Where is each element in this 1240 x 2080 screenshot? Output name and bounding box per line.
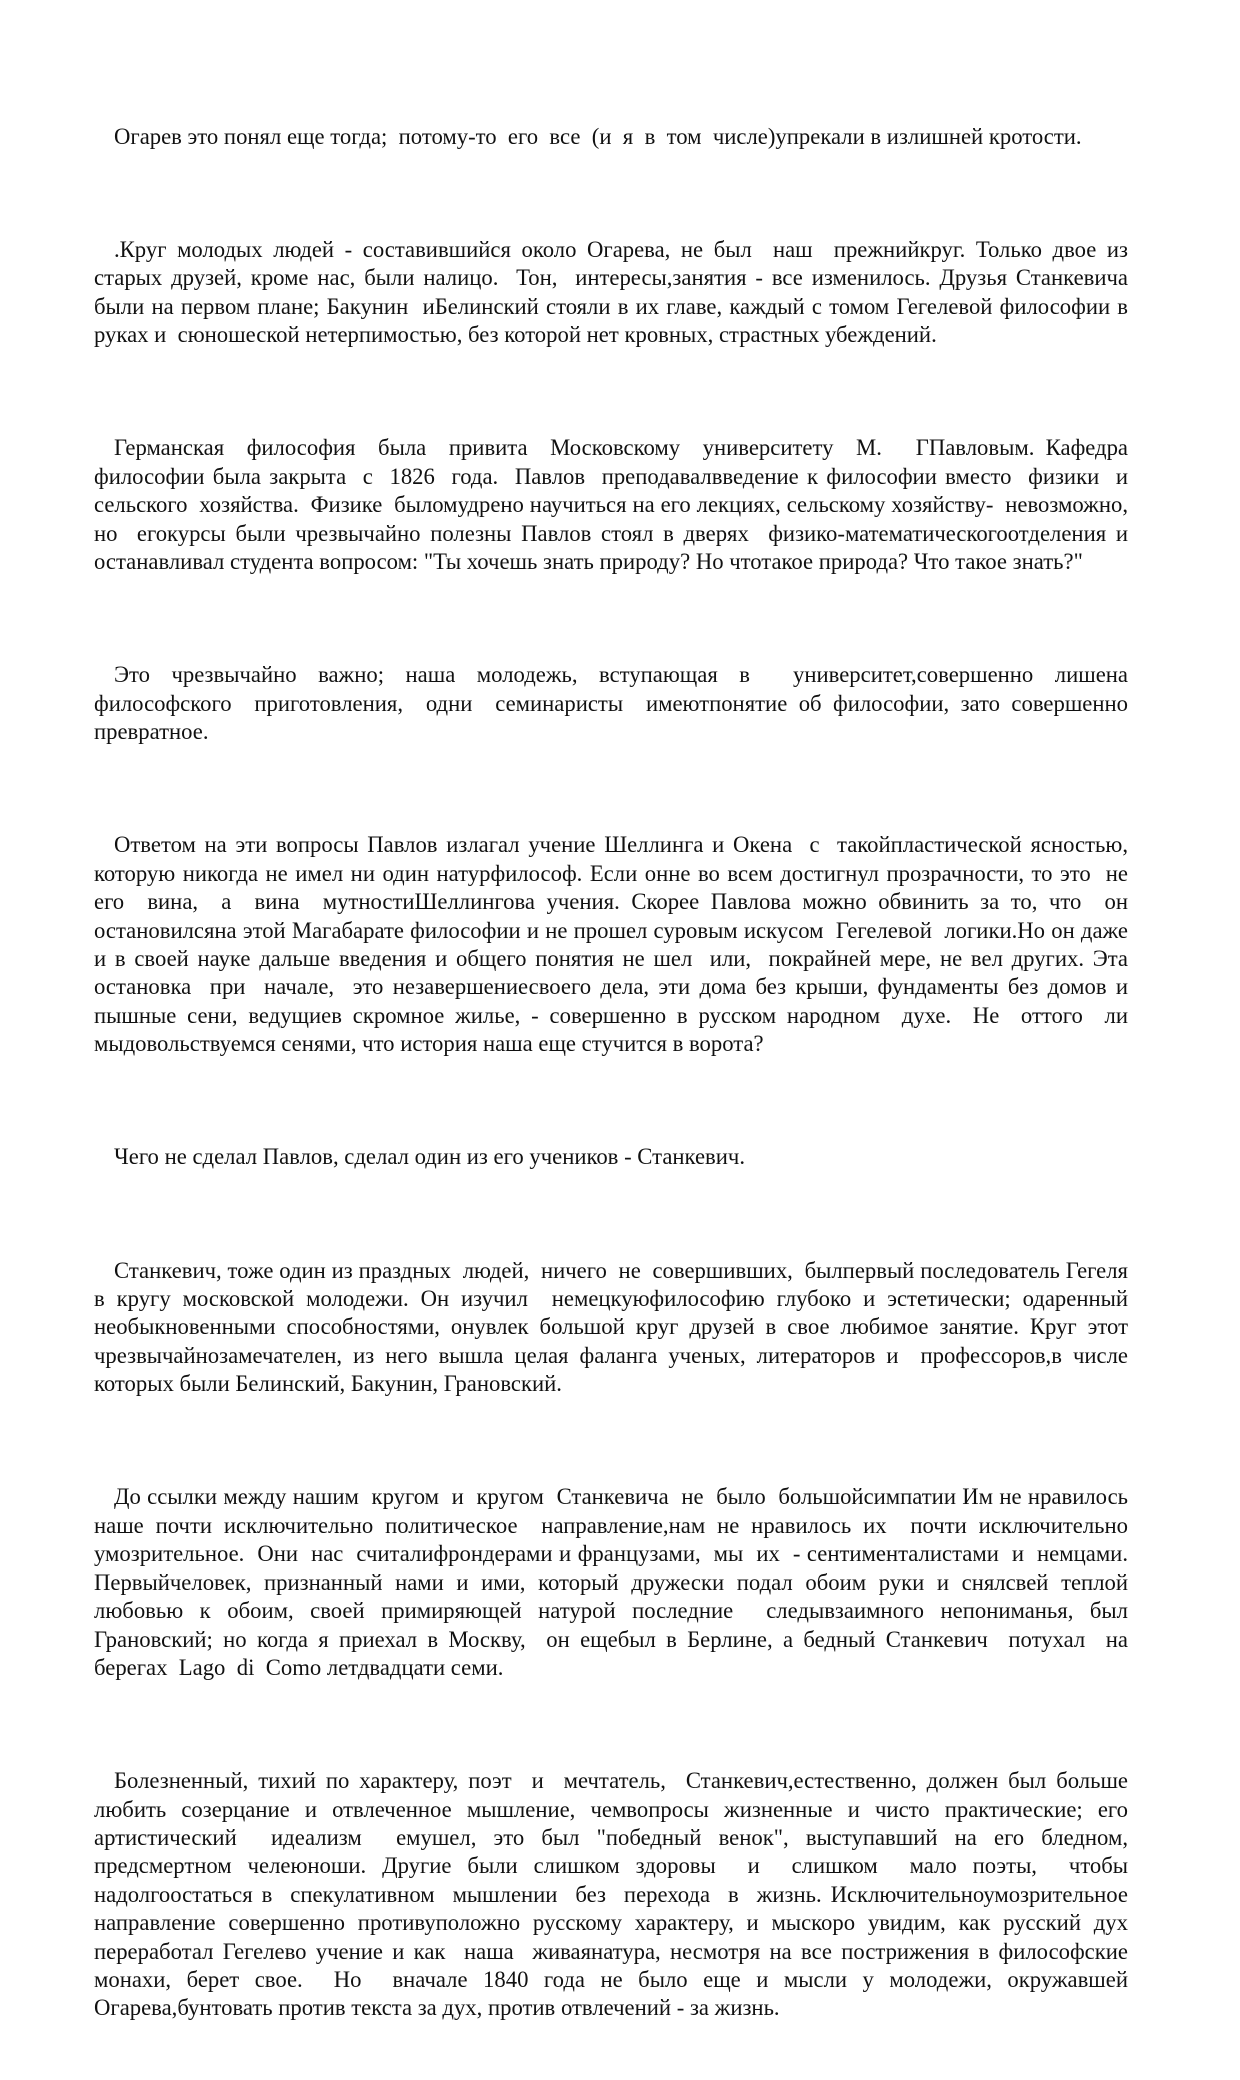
paragraph-3: Германская философия была привита Московскому университету М. ГПавловым. Кафедра философии была закрыта с 1826 года. Павлов преподавалвведение к философии вместо физики и сельского хозяйства. Физике быломудрено научиться на его лекциях, сельскому хозяйству- невозможно, но егокурсы были чрезвычайно полезны Павлов стоял в дверях физико-математическогоотделения и останавливал студента вопросом: "Ты хочешь знать природу? Но чтотакое природа? Что такое знать?" — [94, 435, 1140, 575]
paragraph-5: Ответом на эти вопросы Павлов излагал учение Шеллинга и Окена с такойпластической ясностью, которую никогда не имел ни один натурфилософ. Если онне во всем достигнул прозрачности, то это не его вина, а вина мутностиШеллингова учения. Скорее Павлова можно обвинить за то, что он остановилсяна этой Магабарате философии и не прошел суровым искусом Гегелевой логики.Но он даже и в своей науке дальше введения и общего понятия не шел или, покрайней мере, не вел других. Эта остановка при начале, это незавершениесвоего дела, эти дома без крыши, фундаменты без домов и пышные сени, ведущиев скромное жилье, - совершенно в русском народном духе. Не оттого ли мыдовольствуемся сенями, что история наша еще стучится в ворота? — [94, 832, 1140, 1057]
paragraph-6: Чего не сделал Павлов, сделал один из его учеников - Станкевич. — [114, 1144, 745, 1170]
paragraph-1: Огарев это понял еще тогда; потому-то его все (и я в том числе)упрекали в излишней кротости. — [114, 123, 1082, 149]
paragraph-4: Это чрезвычайно важно; наша молодежь, вступающая в университет,совершенно лишена философского приготовления, одни семинаристы имеютпонятие об философии, зато совершенно превратное. — [94, 662, 1134, 745]
paragraph-8: До ссылки между нашим кругом и кругом Станкевича не было большойсимпатии Им не нравилось наше почти исключительно политическое направление,нам не нравилось их почти исключительно умозрительное. Они нас считалифрондерами и французами, мы их - сентименталистами и немцами. Первыйчеловек, признанный нами и ими, который дружески подал обоим руки и снялсвей теплой любовью к обоим, своей примиряющей натурой последние следывзаимного непониманья, был Грановский; но когда я приехал в Москву, он ещебыл в Берлине, а бедный Станкевич потухал на берегах Lago di Como летдвадцати семи. — [94, 1484, 1140, 1680]
paragraph-7: Станкевич, тоже один из праздных людей, ничего не совершивших, былпервый последователь Гегеля в кругу московской молодежи. Он изучил немецкуюфилософию глубоко и эстетически; одаренный необыкновенными способностями, онувлек большой круг друзей в свое любимое занятие. Круг этот чрезвычайнозамечателен, из него вышла целая фаланга ученых, литераторов и профессоров,в числе которых были Белинский, Бакунин, Грановский. — [94, 1257, 1134, 1397]
document-body — [94, 66, 1140, 2080]
paragraph-2: .Круг молодых людей - составившийся около Огарева, не был наш прежнийкруг. Только двое из старых друзей, кроме нас, были налицо. Тон, интересы,занятия - все изменилось. Друзья Станкевича были на первом плане; Бакунин иБелинский стояли в их главе, каждый с томом Гегелевой философии в руках и сюношеской нетерпимостью, без которой нет кровных, страстных убеждений. — [94, 237, 1134, 348]
paragraph-9: Болезненный, тихий по характеру, поэт и мечтатель, Станкевич,естественно, должен был больше любить созерцание и отвлеченное мышление, чемвопросы жизненные и чисто практические; его артистический идеализм емушел, это был "победный венок", выступавший на его бледном, предсмертном челеюноши. Другие были слишком здоровы и слишком мало поэты, чтобы надолгоостаться в спекулативном мышлении без перехода в жизнь. Исключительноумозрительное направление совершенно противуположно русскому характеру, и мыскоро увидим, как русский дух переработал Гегелево учение и как наша живаянатура, несмотря на все пострижения в философские монахи, берет свое. Но вначале 1840 года не было еще и мысли у молодежи, окружавшей Огарева,бунтовать против текста за дух, против отвлечений - за жизнь. — [94, 1768, 1140, 2021]
